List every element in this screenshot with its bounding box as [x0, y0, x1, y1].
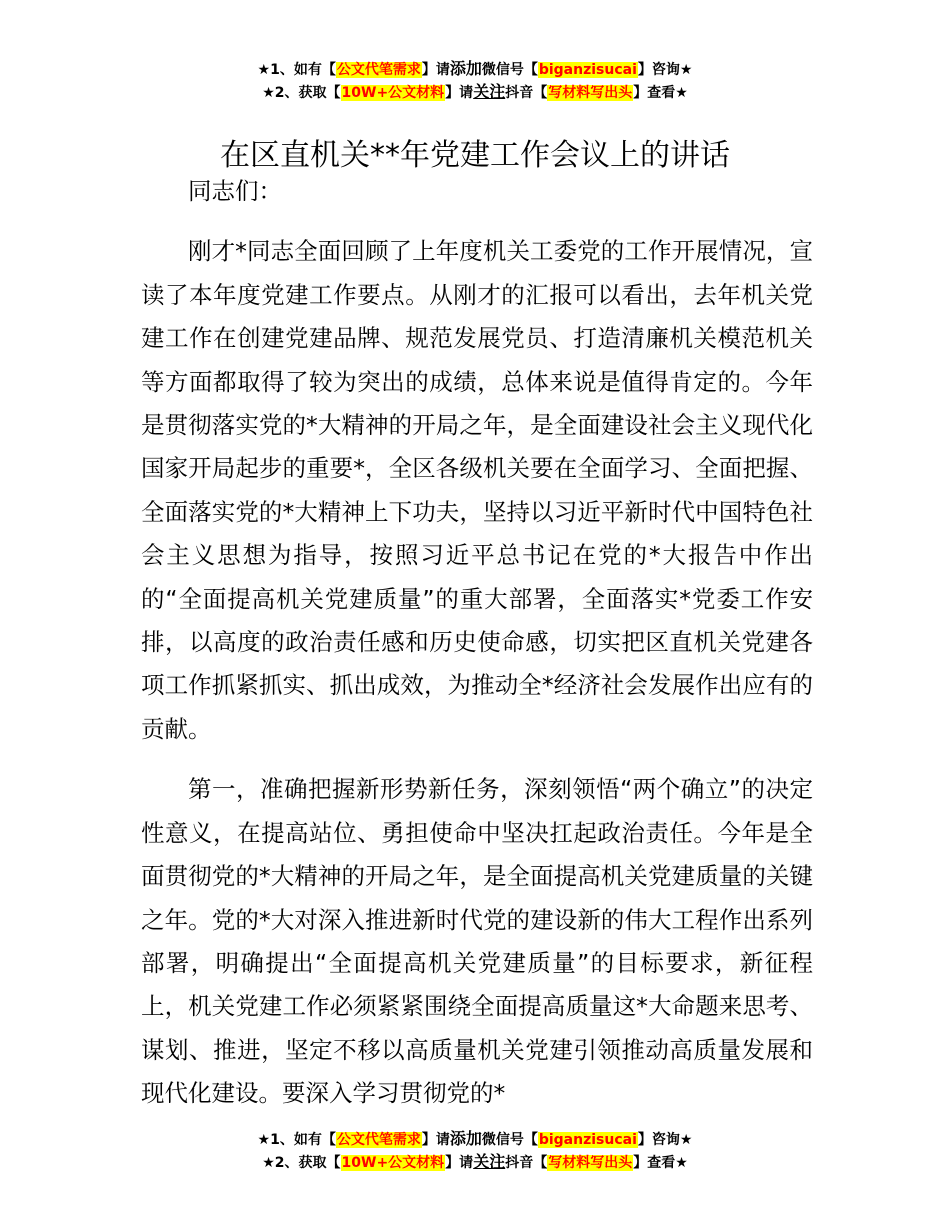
- promo-line-1: [0, 58, 950, 81]
- promo-highlight-douyin: 写材料写出头: [548, 1155, 633, 1171]
- promo-emphasis: 关注: [473, 82, 506, 101]
- promo-highlight-douyin: 写材料写出头: [548, 85, 633, 101]
- document-body: [141, 170, 813, 1116]
- promo-emphasis: 添加: [449, 1129, 482, 1148]
- promo-highlight-wechat: biganzisucai: [538, 62, 637, 78]
- promo-emphasis: 添加: [449, 59, 482, 78]
- promo-highlight: 10W+公文材料: [341, 1155, 445, 1171]
- promo-text: ★1、如有【: [257, 62, 336, 78]
- promo-highlight: 10W+公文材料: [341, 85, 445, 101]
- promo-text: 】咨询★: [637, 1132, 693, 1148]
- salutation: 同志们：: [188, 177, 282, 205]
- promo-text: ★2、获取【: [262, 1155, 341, 1171]
- promo-text: 微信号【: [481, 1132, 538, 1148]
- promo-line-2: [0, 1151, 950, 1174]
- promo-text: 微信号【: [481, 62, 538, 78]
- promo-text: 】咨询★: [637, 62, 693, 78]
- promo-emphasis: 关注: [473, 1152, 506, 1171]
- promo-text: 抖音【: [505, 1155, 548, 1171]
- promo-text: ★2、获取【: [262, 85, 341, 101]
- promo-line-1: [0, 1128, 950, 1151]
- document-title: 在区直机关**年党建工作会议上的讲话: [220, 138, 730, 174]
- paragraph: 刚才*同志全面回顾了上年度机关工委党的工作开展情况，宣读了本年度党建工作要点。从刚才的汇报可以看出，去年机关党建工作在创建党建品牌、规范发展党员、打造清廉机关模范机关等方面都取得了较为突出的成绩，总体来说是值得肯定的。今年是贯彻落实党的*大精神的开局之年，是全面建设社会主义现代化国家开局起步的重要*，全区各级机关要在全面学习、全面把握、全面落实党的*大精神上下功夫，坚持以习近平新时代中国特色社会主义思想为指导，按照习近平总书记在党的*大报告中作出的“全面提高机关党建质量”的重大部署，全面落实*党委工作安排，以高度的政治责任感和历史使命感，切实把区直机关党建各项工作抓紧抓实、抓出成效，为推动全*经济社会发展作出应有的贡献。: [141, 237, 813, 743]
- top-promo-banner: [0, 58, 950, 104]
- promo-text: 】查看★: [633, 1155, 688, 1171]
- promo-text: 抖音【: [505, 85, 548, 101]
- promo-text: 】请: [421, 1132, 450, 1148]
- paragraph: 第一，准确把握新形势新任务，深刻领悟“两个确立”的决定性意义，在提高站位、勇担使命中坚决扛起政治责任。今年是全面贯彻党的*大精神的开局之年，是全面提高机关党建质量的关键之年。党的*大对深入推进新时代党的建设新的伟大工程作出系列部署，明确提出“全面提高机关党建质量”的目标要求，新征程上，机关党建工作必须紧紧围绕全面提高质量这*大命题来思考、谋划、推进，坚定不移以高质量机关党建引领推动高质量发展和现代化建设。要深入学习贯彻党的*: [141, 775, 813, 1108]
- promo-highlight-wechat: biganzisucai: [538, 1132, 637, 1148]
- promo-highlight: 公文代笔需求: [336, 1132, 421, 1148]
- promo-line-2: [0, 81, 950, 104]
- promo-text: 】请: [421, 62, 450, 78]
- bottom-promo-banner: [0, 1128, 950, 1174]
- promo-text: 】查看★: [633, 85, 688, 101]
- promo-text: 】请: [445, 1155, 474, 1171]
- promo-text: ★1、如有【: [257, 1132, 336, 1148]
- promo-highlight: 公文代笔需求: [336, 62, 421, 78]
- promo-text: 】请: [445, 85, 474, 101]
